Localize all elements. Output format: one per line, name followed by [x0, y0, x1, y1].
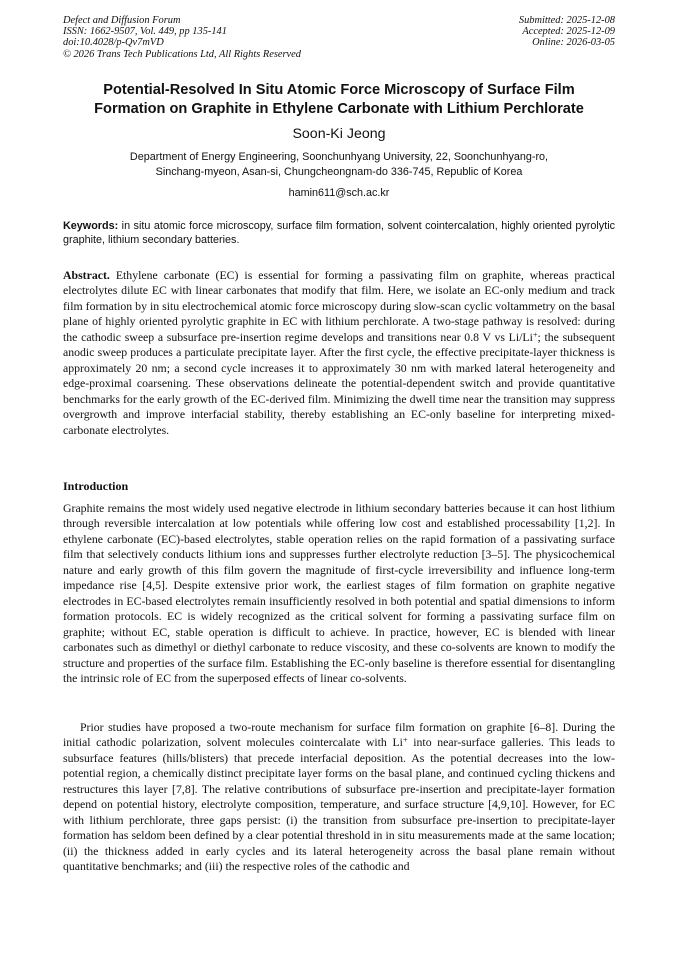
abstract-label: Abstract.: [63, 268, 110, 282]
author-name: Soon-Ki Jeong: [292, 126, 386, 142]
journal-header: [63, 15, 301, 60]
affiliation: [70, 150, 608, 179]
intro-paragraph-1: Graphite remains the most widely used negative electrode in lithium secondary batteries because it can host lithium through reversible intercalation at low potentials while offering low cost and established processability [1,2]. In ethylene carbonate (EC)-based electrolytes, stable operation relies on the rapid formation of a passivating surface film that selectively conducts lithium ions and suppresses further electrolyte reduction [3–5]. The physicochemical nature and early growth of this film govern the magnitude of first-cycle irreversibility and influence long-term impedance rise [4,5]. Despite extensive prior work, the earliest stages of film formation on graphite negative electrodes in EC-based electrolytes remain insufficiently resolved in both potential and spatial dimensions to inform formation protocols. EC is widely recognized as the critical solvent for forming a passivating surface film on graphite; without EC, stable operation is difficult to achieve. In practice, however, EC is blended with linear carbonates such as dimethyl or diethyl carbonate to reduce viscosity, and these co-solvents are known to modify the structure and properties of the surface film. Establishing the EC-only baseline is therefore essential for disentangling the intrinsic role of EC from the superposed effects of linear co-solvents.: [63, 501, 615, 685]
abstract-text-a: Ethylene carbonate (EC) is essential for forming a passivating film on graphite, whereas practical electrolytes dilute EC with linear carbonates that modify that film. Here, we isolate an EC-only medium and track film formation by in situ electrochemical atomic force microscopy during slow-scan cyclic voltammetry on the basal plane of highly oriented pyrolytic graphite in EC with lithium perchlorate. A two-stage pathway is resolved: during the cathodic sweep a subsurface pre-insertion regime develops and transitions near 0.8 V vs Li/Li: [63, 268, 615, 344]
author-email[interactable]: hamin611@sch.ac.kr: [288, 187, 390, 199]
intro-p2-text-a: Prior studies have proposed a two-route mechanism for surface film formation on graphite [6–8]. During the initial cathodic polarization, solvent molecules cointercalate with Li: [63, 720, 615, 750]
keywords-label: Keywords:: [63, 220, 119, 232]
copyright-line: © 2026 Trans Tech Publications Ltd, All Rights Reserved: [63, 48, 301, 60]
intro-p2-superscript: +: [402, 735, 408, 745]
issn-line: ISSN: 1662-9507, Vol. 449, pp 135-141: [63, 26, 227, 38]
keywords-section: [63, 219, 615, 248]
abstract-section: [63, 268, 615, 438]
intro-p2-text-b: into near-surface galleries. This leads to subsurface features (hills/blisters) that precede interfacial deposition. As the potential decreases into the low-potential region, a chemically distinct precipitate layer forms on the basal plane, and continued cycling thickens and restructures this layer [7,8]. The relative contributions of subsurface pre-insertion and precipitate-layer formation depend on potential history, electrolyte composition, temperature, and surface structure [4,9,10]. However, for EC with lithium perchlorate, three gaps persist: (i) the transition from subsurface pre-insertion to precipitate-layer formation has seldom been defined by a clear potential threshold in in situ measurements made at the same location; (ii) the thickness added in early cycles and its lateral heterogeneity across the basal plane remain without quantitative benchmarks; and (iii) the respective roles of the cathodic and: [63, 735, 615, 874]
dates-header: [519, 15, 615, 49]
doi-line[interactable]: doi:10.4028/p-Qv7mVD: [63, 37, 164, 49]
title-line-2: Formation on Graphite in Ethylene Carbonate with Lithium Perchlorate: [94, 100, 584, 117]
affiliation-line-2: Sinchang-myeon, Asan-si, Chungcheongnam-do 336-745, Republic of Korea: [155, 165, 523, 178]
submitted-date: Submitted: 2025-12-08: [518, 15, 615, 26]
title-line-1: Potential-Resolved In Situ Atomic Force Microscopy of Surface Film: [103, 82, 575, 98]
intro-paragraph-2: [63, 720, 615, 875]
online-date: Online: 2026-03-05: [532, 37, 615, 49]
accepted-date: Accepted: 2025-12-09: [522, 26, 615, 38]
introduction-heading: Introduction: [63, 479, 129, 493]
keywords-text: in situ atomic force microscopy, surface film formation, solvent cointercalation, highly oriented pyrolytic graphite, lithium secondary batteries.: [63, 220, 615, 247]
journal-name: Defect and Diffusion Forum: [63, 15, 181, 26]
paper-title: [50, 81, 628, 118]
affiliation-line-1: Department of Energy Engineering, Soonchunhyang University, 22, Soonchunhyang-ro,: [129, 151, 549, 163]
abstract-text-b: ; the subsequent anodic sweep produces a particulate precipitate layer. After the first cycle, the effective precipitate-layer thickness is approximately 20 nm; a second cycle increases it to approximately 30 nm with marked lateral heterogeneity and edge-proximal coarsening. These observations delineate the potential-dependent switch and provide quantitative benchmarks for the early growth of the EC-derived film. Minimizing the dwell time near the transition may suppress overgrowth and improve interfacial stability, thereby establishing an EC-only baseline for interpreting mixed-carbonate electrolytes.: [63, 329, 615, 437]
abstract-superscript: +: [532, 330, 538, 340]
